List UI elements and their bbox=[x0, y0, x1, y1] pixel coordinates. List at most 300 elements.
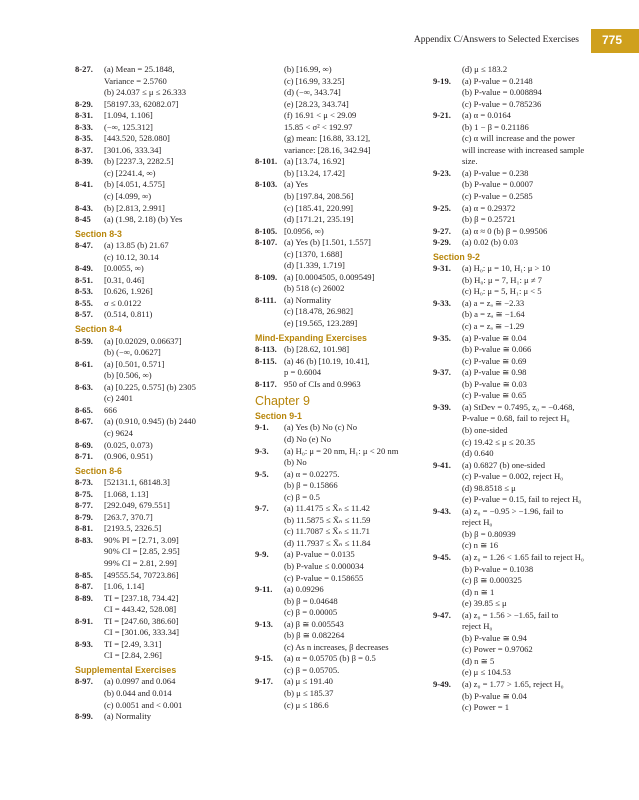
answer-entry bbox=[433, 367, 618, 402]
answer-text bbox=[284, 446, 433, 469]
answer-line: [0.0055, ∞) bbox=[104, 263, 144, 274]
answer-text bbox=[284, 226, 433, 238]
exercise-number bbox=[255, 64, 284, 156]
answer-line: (c) α will increase and the power bbox=[462, 133, 575, 144]
exercise-number: 8-107. bbox=[255, 237, 278, 248]
answer-line: 90% PI = [2.71, 3.09] bbox=[104, 534, 179, 545]
answer-entry bbox=[255, 295, 433, 330]
answer-line: (b) No bbox=[284, 457, 307, 468]
answer-text bbox=[462, 226, 618, 238]
answer-entry bbox=[255, 422, 433, 445]
exercise-number: 8-83. bbox=[75, 534, 93, 545]
answer-line: (c) a = zₐ ≅ −1.29 bbox=[462, 321, 525, 332]
answer-line: (e) μ ≤ 104.53 bbox=[462, 667, 511, 678]
exercise-number: 8-37. bbox=[75, 144, 93, 155]
answer-text bbox=[104, 477, 253, 489]
answer-text bbox=[462, 506, 618, 552]
answer-line: (c) 2401 bbox=[104, 393, 133, 404]
answer-line: (c) [16.99, 33.25] bbox=[284, 75, 345, 86]
answer-entry bbox=[75, 122, 253, 134]
answer-line: (a) 0.6827 (b) one-sided bbox=[462, 459, 546, 470]
section-heading: Section 9-1 bbox=[255, 410, 302, 421]
answer-line: (−∞, 125.312] bbox=[104, 121, 153, 132]
exercise-number: 8-93. bbox=[75, 638, 93, 649]
answer-entry bbox=[75, 99, 253, 111]
answer-line: (b) β ≅ 0.082264 bbox=[284, 630, 345, 641]
answer-line: (c) H₀: μ = 5, H₁: μ < 5 bbox=[462, 286, 542, 297]
answer-line: (c) β = 0.00005 bbox=[284, 607, 338, 618]
section-heading: Supplemental Exercises bbox=[75, 664, 177, 675]
answer-line: (c) [2241.4, ∞) bbox=[104, 167, 156, 178]
exercise-number: 8-75. bbox=[75, 488, 93, 499]
answer-line: (a) StDev = 0.7495, z₀ = −0.468, bbox=[462, 401, 575, 412]
answer-entry bbox=[75, 240, 253, 263]
answer-line: P-value = 0.68, fail to reject H₀ bbox=[462, 413, 570, 424]
answer-text bbox=[104, 405, 253, 417]
answer-line: (d) 11.7937 ≤ X̄ₙ ≤ 11.84 bbox=[284, 537, 371, 548]
answer-line: (a) α = 0.02275. bbox=[284, 468, 340, 479]
answer-line: CI = 443.42, 528.08] bbox=[104, 604, 177, 615]
answer-text bbox=[462, 237, 618, 249]
answer-line: (b) P-value = 0.0007 bbox=[462, 179, 534, 190]
exercise-number: 8-117. bbox=[255, 378, 277, 389]
answer-line: 950 of CIs and 0.9963 bbox=[284, 378, 361, 389]
answer-line: [443.520, 528.080] bbox=[104, 133, 170, 144]
answer-entry bbox=[255, 619, 433, 654]
answer-entry bbox=[75, 500, 253, 512]
answer-line: (a) [0.0004505, 0.009549] bbox=[284, 271, 375, 282]
exercise-number: 8-71. bbox=[75, 451, 93, 462]
exercise-number: 8-45 bbox=[75, 214, 91, 225]
answer-text bbox=[104, 535, 253, 570]
exercise-number: 9-15. bbox=[255, 653, 273, 664]
answer-line: (b) μ ≤ 185.37 bbox=[284, 687, 334, 698]
answer-line: (b) [13.24, 17.42] bbox=[284, 167, 345, 178]
answer-text bbox=[284, 584, 433, 619]
exercise-number: 8-35. bbox=[75, 133, 93, 144]
exercise-number: 8-43. bbox=[75, 202, 93, 213]
answer-line: (b) P-value ≅ 0.066 bbox=[462, 344, 532, 355]
exercise-number: 8-39. bbox=[75, 156, 93, 167]
answer-line: (c) Power = 0.97062 bbox=[462, 644, 533, 655]
answer-line: (b) P-value ≤ 0.000034 bbox=[284, 560, 364, 571]
answer-line: (a) P-value = 0.0135 bbox=[284, 549, 355, 560]
exercise-number: 9-7. bbox=[255, 503, 269, 514]
answer-line: (b) a = zₐ ≅ −1.64 bbox=[462, 309, 525, 320]
answer-line: (b) P-value = 0.1038 bbox=[462, 563, 534, 574]
answer-line: (a) 13.85 (b) 21.67 bbox=[104, 240, 169, 251]
answer-line: (a) z₀ = −0.95 > −1.96, fail to bbox=[462, 505, 564, 516]
answer-entry bbox=[433, 263, 618, 298]
answer-line: (a) P-value = 0.2148 bbox=[462, 75, 533, 86]
answer-text bbox=[104, 99, 253, 111]
exercise-number: 8-47. bbox=[75, 240, 93, 251]
answer-text bbox=[104, 570, 253, 582]
answer-entry bbox=[75, 359, 253, 382]
answer-line: (a) Normality bbox=[104, 711, 152, 722]
answer-line: (a) P-value ≅ 0.98 bbox=[462, 367, 527, 378]
exercise-number: 9-1. bbox=[255, 422, 269, 433]
answer-line: (a) [0.225, 0.575] (b) 2305 bbox=[104, 381, 196, 392]
exercise-number: 8-61. bbox=[75, 358, 93, 369]
exercise-number: 9-47. bbox=[433, 609, 451, 620]
answer-line: (c) P-value ≅ 0.69 bbox=[462, 355, 527, 366]
answer-line: (c) P-value ≅ 0.65 bbox=[462, 390, 527, 401]
answer-entry bbox=[75, 570, 253, 582]
answer-text bbox=[104, 286, 253, 298]
answer-line: (a) z₀ = 1.56 > −1.65, fail to bbox=[462, 609, 559, 620]
answer-line: (b) [197.84, 208.56] bbox=[284, 191, 354, 202]
exercise-number: 8-115. bbox=[255, 355, 277, 366]
answer-line: (d) n ≅ 5 bbox=[462, 655, 495, 666]
answer-line: (a) (1.98, 2.18) (b) Yes bbox=[104, 214, 183, 225]
exercise-number: 8-91. bbox=[75, 615, 93, 626]
answer-entry bbox=[433, 679, 618, 714]
answer-line: (c) P-value = 0.002, reject H₀ bbox=[462, 471, 564, 482]
answer-entry bbox=[75, 298, 253, 310]
exercise-number: 8-55. bbox=[75, 297, 93, 308]
answer-entry bbox=[75, 535, 253, 570]
answer-entry bbox=[75, 440, 253, 452]
exercise-number: 8-101. bbox=[255, 156, 278, 167]
answer-line: (a) Yes bbox=[284, 179, 308, 190]
answer-line: p = 0.6004 bbox=[284, 367, 322, 378]
answer-text bbox=[104, 500, 253, 512]
answer-text bbox=[284, 676, 433, 711]
exercise-number: 9-17. bbox=[255, 676, 273, 687]
answer-entry bbox=[433, 402, 618, 460]
exercise-number: 9-23. bbox=[433, 167, 451, 178]
answer-entry bbox=[255, 584, 433, 619]
answer-entry bbox=[255, 549, 433, 584]
answer-text bbox=[462, 168, 618, 203]
exercise-number: 8-31. bbox=[75, 110, 93, 121]
answer-line: (b) β = 0.25721 bbox=[462, 214, 516, 225]
answer-line: (c) [1370, 1.688] bbox=[284, 248, 343, 259]
answer-line: TI = [2.49, 3.31] bbox=[104, 638, 162, 649]
answer-line: (a) α ≈ 0 (b) β = 0.99506 bbox=[462, 225, 548, 236]
section-heading: Section 8-4 bbox=[75, 324, 122, 335]
answer-line: (b) [4.051, 4.575] bbox=[104, 179, 165, 190]
answer-line: [58197.33, 62082.07] bbox=[104, 98, 179, 109]
answers-column-1 bbox=[75, 64, 253, 723]
answer-entry bbox=[75, 616, 253, 639]
answer-line: (a) β ≅ 0.005543 bbox=[284, 618, 344, 629]
exercise-number: 8-51. bbox=[75, 274, 93, 285]
answer-text bbox=[104, 263, 253, 275]
answer-line: (c) n ≅ 16 bbox=[462, 540, 499, 551]
answer-text bbox=[462, 110, 618, 168]
answer-text bbox=[284, 272, 433, 295]
answer-entry bbox=[75, 145, 253, 157]
answer-line: (a) μ ≤ 191.40 bbox=[284, 676, 333, 687]
exercise-number: 8-33. bbox=[75, 121, 93, 132]
answer-line: CI = [301.06, 333.34] bbox=[104, 627, 180, 638]
answer-line: [0.626, 1.926] bbox=[104, 286, 153, 297]
exercise-number: 9-11. bbox=[255, 584, 273, 595]
answer-entry bbox=[75, 275, 253, 287]
answer-line: (b) P-value ≅ 0.94 bbox=[462, 632, 527, 643]
answer-line: (c) [185.41, 220.99] bbox=[284, 202, 353, 213]
exercise-number: 9-49. bbox=[433, 678, 451, 689]
answer-entry bbox=[75, 676, 253, 711]
answer-entry bbox=[433, 610, 618, 679]
answer-line: (a) Mean = 25.1848, bbox=[104, 64, 175, 74]
exercise-number: 8-105. bbox=[255, 225, 278, 236]
answer-line: (b) 24.037 ≤ μ ≤ 26.333 bbox=[104, 87, 187, 98]
answer-entry bbox=[75, 179, 253, 202]
answer-entry bbox=[75, 156, 253, 179]
answer-entry bbox=[255, 237, 433, 272]
exercise-number: 9-33. bbox=[433, 297, 451, 308]
answer-entry bbox=[255, 356, 433, 379]
answer-line: size. bbox=[462, 156, 478, 167]
answer-line: (b) P-value = 0.008894 bbox=[462, 87, 542, 98]
answer-text bbox=[104, 156, 253, 179]
answer-text bbox=[104, 214, 253, 226]
answer-text bbox=[462, 263, 618, 298]
answer-entry bbox=[433, 333, 618, 368]
answer-line: (b) [2.813, 2.991] bbox=[104, 202, 165, 213]
answer-entry bbox=[75, 263, 253, 275]
running-head-title: Appendix C/Answers to Selected Exercises bbox=[413, 35, 579, 45]
answer-entry bbox=[433, 237, 618, 249]
answer-line: (c) β = 0.5 bbox=[284, 491, 320, 502]
answer-text bbox=[284, 156, 433, 179]
answer-text bbox=[462, 552, 618, 610]
answer-line: (a) α = 0.05705 (b) β = 0.5 bbox=[284, 653, 376, 664]
exercise-number: 9-45. bbox=[433, 551, 451, 562]
section-heading: Section 9-2 bbox=[433, 251, 480, 262]
answer-text bbox=[104, 489, 253, 501]
answer-line: 15.85 < σ² < 192.97 bbox=[284, 121, 353, 132]
answer-text bbox=[284, 344, 433, 356]
answer-line: [52131.1, 68148.3] bbox=[104, 477, 170, 488]
answer-line: reject H₀ bbox=[462, 517, 493, 528]
answer-line: (a) z₀ = 1.77 > 1.65, reject H₀ bbox=[462, 678, 564, 689]
answer-entry bbox=[75, 489, 253, 501]
answer-entry bbox=[433, 110, 618, 168]
exercise-number: 8-113. bbox=[255, 344, 277, 355]
answer-entry bbox=[255, 446, 433, 469]
answer-text bbox=[284, 619, 433, 654]
answer-entry bbox=[255, 272, 433, 295]
exercise-number: 8-87. bbox=[75, 581, 93, 592]
answer-text bbox=[284, 422, 433, 445]
answer-entry bbox=[75, 203, 253, 215]
answer-line: (b) H₀: μ = 7, H₁: μ ≠ 7 bbox=[462, 274, 542, 285]
answer-line: (c) P-value = 0.785236 bbox=[462, 98, 542, 109]
answer-text bbox=[104, 676, 253, 711]
answer-text bbox=[462, 76, 618, 111]
answer-text bbox=[462, 367, 618, 402]
answer-text bbox=[104, 451, 253, 463]
exercise-number: 9-21. bbox=[433, 110, 451, 121]
answer-text bbox=[104, 359, 253, 382]
answer-entry bbox=[255, 344, 433, 356]
answer-line: (c) 11.7087 ≤ X̄ₙ ≤ 11.71 bbox=[284, 526, 370, 537]
answer-entry bbox=[433, 506, 618, 552]
answer-text bbox=[104, 64, 253, 99]
exercise-number: 8-65. bbox=[75, 404, 93, 415]
answer-entry bbox=[75, 711, 253, 723]
answer-text bbox=[104, 179, 253, 202]
exercise-number: 8-85. bbox=[75, 569, 93, 580]
answer-line: (b) (−∞, 0.0627] bbox=[104, 347, 161, 358]
answer-line: (a) [0.501, 0.571] bbox=[104, 358, 165, 369]
answer-entry bbox=[75, 477, 253, 489]
answer-line: [2193.5, 2326.5] bbox=[104, 523, 162, 534]
answer-text bbox=[104, 711, 253, 723]
answer-line: (b) [16.99, ∞) bbox=[284, 64, 332, 74]
answer-line: (a) P-value ≅ 0.04 bbox=[462, 332, 527, 343]
answer-text bbox=[104, 382, 253, 405]
answer-entry bbox=[433, 298, 618, 333]
exercise-number: 9-31. bbox=[433, 263, 451, 274]
answer-line: (a) 0.09296 bbox=[284, 584, 324, 595]
answer-text bbox=[284, 379, 433, 391]
answer-text bbox=[104, 616, 253, 639]
answer-line: (b) β = 0.04648 bbox=[284, 595, 338, 606]
answer-line: [1.06, 1.14] bbox=[104, 581, 145, 592]
answer-line: (f) 16.91 < μ < 29.09 bbox=[284, 110, 357, 121]
answer-line: [1.068, 1.13] bbox=[104, 488, 149, 499]
answer-line: (a) Normality bbox=[284, 294, 332, 305]
answer-line: 90% CI = [2.85, 2.95] bbox=[104, 546, 180, 557]
exercise-number: 9-37. bbox=[433, 367, 451, 378]
answer-line: (c) Power = 1 bbox=[462, 702, 510, 713]
answer-entry bbox=[433, 552, 618, 610]
answer-entry bbox=[433, 76, 618, 111]
answer-text bbox=[284, 503, 433, 549]
answer-line: [1.094, 1.106] bbox=[104, 110, 153, 121]
answer-line: (c) 0.0051 and < 0.001 bbox=[104, 699, 183, 710]
answer-entry bbox=[75, 309, 253, 321]
answer-line: (c) 9624 bbox=[104, 427, 133, 438]
answer-entry bbox=[433, 460, 618, 506]
answer-text bbox=[104, 512, 253, 524]
exercise-number: 8-57. bbox=[75, 309, 93, 320]
exercise-number: 8-111. bbox=[255, 294, 277, 305]
answer-line: (0.514, 0.811) bbox=[104, 309, 153, 320]
exercise-number: 9-13. bbox=[255, 618, 273, 629]
answer-line: (d) 0.640 bbox=[462, 448, 494, 459]
answer-line: (c) 19.42 ≤ μ ≤ 20.35 bbox=[462, 436, 535, 447]
answer-entry bbox=[433, 64, 618, 76]
answer-line: (b) P-value ≅ 0.03 bbox=[462, 378, 527, 389]
answer-line: (d) [171.21, 235.19] bbox=[284, 214, 354, 225]
answer-line: (a) a = zₐ ≅ −2.33 bbox=[462, 297, 525, 308]
exercise-number: 8-81. bbox=[75, 523, 93, 534]
answer-text bbox=[462, 460, 618, 506]
answer-line: 99% CI = 2.81, 2.99] bbox=[104, 557, 177, 568]
answer-line: [292.049, 679.551] bbox=[104, 500, 170, 511]
answer-text bbox=[104, 240, 253, 263]
answer-entry bbox=[255, 676, 433, 711]
page-number: 775 bbox=[601, 33, 623, 47]
answer-text bbox=[284, 469, 433, 504]
answer-line: 666 bbox=[104, 404, 117, 415]
exercise-number: 9-9. bbox=[255, 549, 269, 560]
answer-entry bbox=[75, 286, 253, 298]
answer-line: (b) one-sided bbox=[462, 424, 508, 435]
exercise-number: 9-3. bbox=[255, 445, 269, 456]
answer-text bbox=[462, 402, 618, 460]
answer-text bbox=[104, 639, 253, 662]
answer-entry bbox=[255, 226, 433, 238]
exercise-number: 8-69. bbox=[75, 439, 93, 450]
answers-column-3 bbox=[433, 64, 618, 714]
exercise-number: 8-77. bbox=[75, 500, 93, 511]
exercise-number: 9-43. bbox=[433, 505, 451, 516]
answer-text bbox=[462, 64, 618, 76]
answer-line: (a) H₀: μ = 10, H₁: μ > 10 bbox=[462, 263, 551, 274]
answer-entry bbox=[75, 214, 253, 226]
answer-entry bbox=[75, 416, 253, 439]
answer-line: (b) P-value ≅ 0.04 bbox=[462, 690, 527, 701]
answer-entry bbox=[75, 451, 253, 463]
answer-line: (g) mean: [16.88, 33.12], bbox=[284, 133, 371, 144]
chapter-heading: Chapter 9 bbox=[255, 394, 310, 409]
answer-line: (a) [0.02029, 0.06637] bbox=[104, 335, 182, 346]
answer-line: [0.0956, ∞) bbox=[284, 225, 324, 236]
answer-line: [0.31, 0.46] bbox=[104, 274, 145, 285]
answer-line: (c) As n increases, β decreases bbox=[284, 641, 389, 652]
exercise-number: 9-19. bbox=[433, 75, 451, 86]
answer-line: variance: [28.16, 342.94] bbox=[284, 144, 371, 155]
answer-text bbox=[284, 295, 433, 330]
answer-line: reject H₀ bbox=[462, 621, 493, 632]
answer-entry bbox=[255, 653, 433, 676]
page-header bbox=[0, 29, 639, 53]
exercise-number: 9-25. bbox=[433, 202, 451, 213]
answer-line: (a) α = 0.29372 bbox=[462, 202, 516, 213]
answer-line: (b) β = 0.80939 bbox=[462, 528, 516, 539]
answer-entry bbox=[255, 156, 433, 179]
answer-entry bbox=[433, 226, 618, 238]
answer-line: Variance = 2.5760 bbox=[104, 75, 167, 86]
exercise-number: 8-59. bbox=[75, 335, 93, 346]
answer-line: TI = [247.60, 386.60] bbox=[104, 615, 179, 626]
answer-entry bbox=[255, 503, 433, 549]
answer-text bbox=[104, 416, 253, 439]
answer-line: (c) [18.478, 26.982] bbox=[284, 306, 353, 317]
section-heading: Section 8-3 bbox=[75, 228, 122, 239]
answer-line: (c) μ ≤ 186.6 bbox=[284, 699, 329, 710]
page-number-tab bbox=[591, 29, 639, 53]
answer-line: (a) Yes (b) No (c) No bbox=[284, 422, 358, 433]
exercise-number: 8-99. bbox=[75, 711, 93, 722]
answer-text bbox=[104, 336, 253, 359]
answer-text bbox=[104, 145, 253, 157]
exercise-number: 8-27. bbox=[75, 64, 93, 74]
answer-line: (a) [13.74, 16.92] bbox=[284, 156, 345, 167]
answer-entry bbox=[75, 523, 253, 535]
answer-text bbox=[284, 549, 433, 584]
answer-entry bbox=[75, 405, 253, 417]
answer-line: [49555.54, 70723.86] bbox=[104, 569, 179, 580]
answer-line: (a) 11.4175 ≤ X̄ₙ ≤ 11.42 bbox=[284, 503, 370, 514]
exercise-number: 8-109. bbox=[255, 271, 278, 282]
answer-text bbox=[284, 653, 433, 676]
answer-line: (b) 11.5875 ≤ X̄ₙ ≤ 11.59 bbox=[284, 514, 371, 525]
answer-line: (a) 46 (b) [10.19, 10.41], bbox=[284, 355, 370, 366]
answer-text bbox=[104, 133, 253, 145]
answer-text bbox=[104, 203, 253, 215]
answer-line: (d) μ ≤ 183.2 bbox=[462, 64, 508, 74]
answer-line: (a) z₀ = 1.26 < 1.65 fail to reject H₀ bbox=[462, 551, 584, 562]
section-heading: Mind-Expanding Exercises bbox=[255, 332, 367, 343]
